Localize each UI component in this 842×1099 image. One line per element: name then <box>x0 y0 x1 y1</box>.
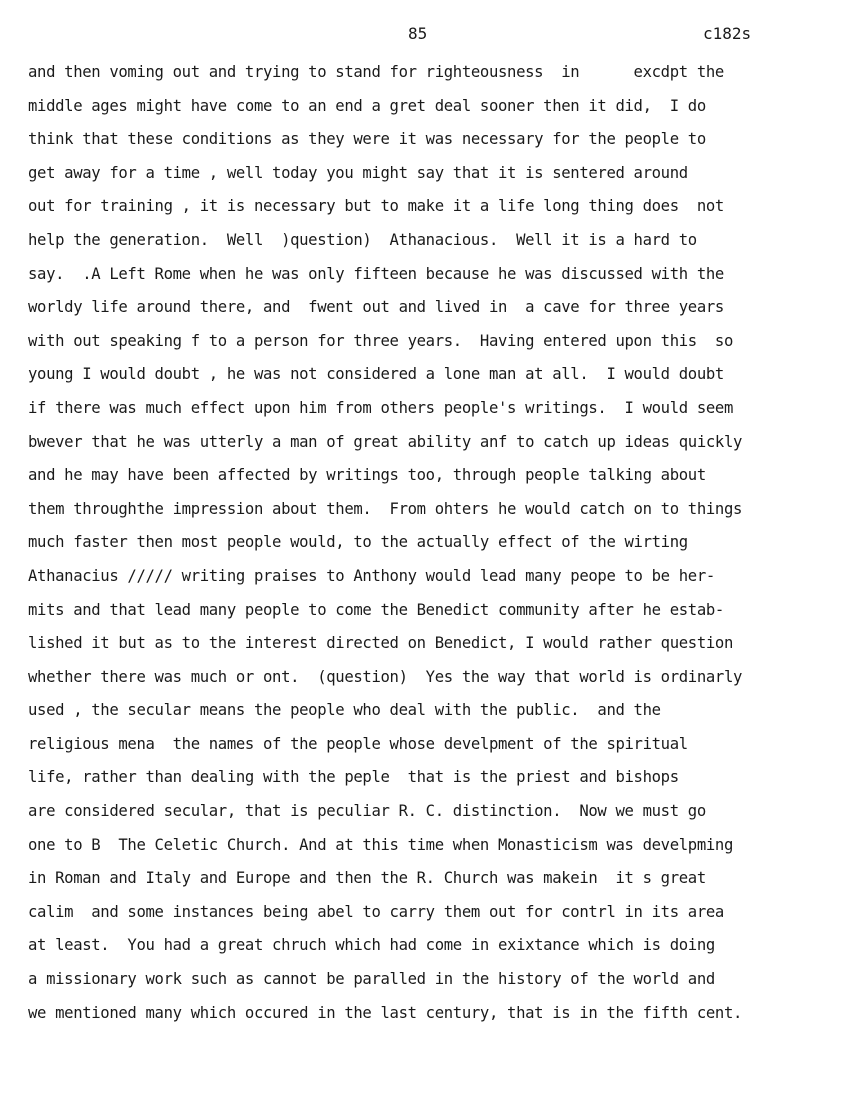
text-line: help the generation. Well )question) Athanacious. Well it is a hard to <box>28 230 697 249</box>
text-line: whether there was much or ont. (question) Yes the way that world is ordinarly <box>28 667 743 686</box>
text-line: a missionary work such as cannot be paralled in the history of the world and <box>28 970 715 989</box>
text-line: them throughthe impression about them. From ohters he would catch on to things <box>28 499 743 518</box>
text-line: Athanacius ///// writing praises to Anthony would lead many peope to be her- <box>28 566 715 585</box>
text-line: much faster then most people would, to the actually effect of the wirting <box>28 533 688 552</box>
text-line: in Roman and Italy and Europe and then the R. Church was makein it s great <box>28 869 706 888</box>
text-line: one to B The Celetic Church. And at this time when Monasticism was develpming <box>28 835 733 854</box>
text-line: think that these conditions as they were it was necessary for the people to <box>28 130 706 149</box>
text-line: lished it but as to the interest directed on Benedict, I would rather question <box>28 634 733 653</box>
text-line: life, rather than dealing with the peple that is the priest and bishops <box>28 768 679 787</box>
text-line: out for training , it is necessary but to make it a life long thing does not <box>28 197 724 216</box>
text-line: get away for a time , well today you might say that it is sentered around <box>28 163 688 182</box>
text-line: mits and that lead many people to come the Benedict community after he estab- <box>28 600 724 619</box>
document-code: c182s <box>703 24 752 43</box>
text-line: young I would doubt , he was not considered a lone man at all. I would doubt <box>28 365 724 384</box>
text-line: used , the secular means the people who deal with the public. and the <box>28 701 661 720</box>
text-line: with out speaking f to a person for three years. Having entered upon this so <box>28 331 733 350</box>
text-line: at least. You had a great chruch which had come in exixtance which is doing <box>28 936 715 955</box>
text-line: bwever that he was utterly a man of great ability anf to catch up ideas quickly <box>28 432 743 451</box>
text-line: are considered secular, that is peculiar R. C. distinction. Now we must go <box>28 802 706 821</box>
text-line: religious mena the names of the people whose develpment of the spiritual <box>28 734 688 753</box>
text-line: worldy life around there, and fwent out and lived in a cave for three years <box>28 298 724 317</box>
text-line: calim and some instances being abel to carry them out for contrl in its area <box>28 902 724 921</box>
text-line: if there was much effect upon him from others people's writings. I would seem <box>28 398 733 417</box>
page-number: 85 <box>408 24 428 43</box>
text-line: middle ages might have come to an end a gret deal sooner then it did, I do <box>28 96 706 115</box>
text-line: and then voming out and trying to stand for righteousness in excdpt the <box>28 63 724 81</box>
text-line: and he may have been affected by writings too, through people talking about <box>28 466 706 485</box>
body-text <box>28 56 828 1030</box>
text-line: say. .A Left Rome when he was only fifteen because he was discussed with the <box>28 264 724 283</box>
text-line: we mentioned many which occured in the last century, that is in the fifth cent. <box>28 1003 743 1022</box>
